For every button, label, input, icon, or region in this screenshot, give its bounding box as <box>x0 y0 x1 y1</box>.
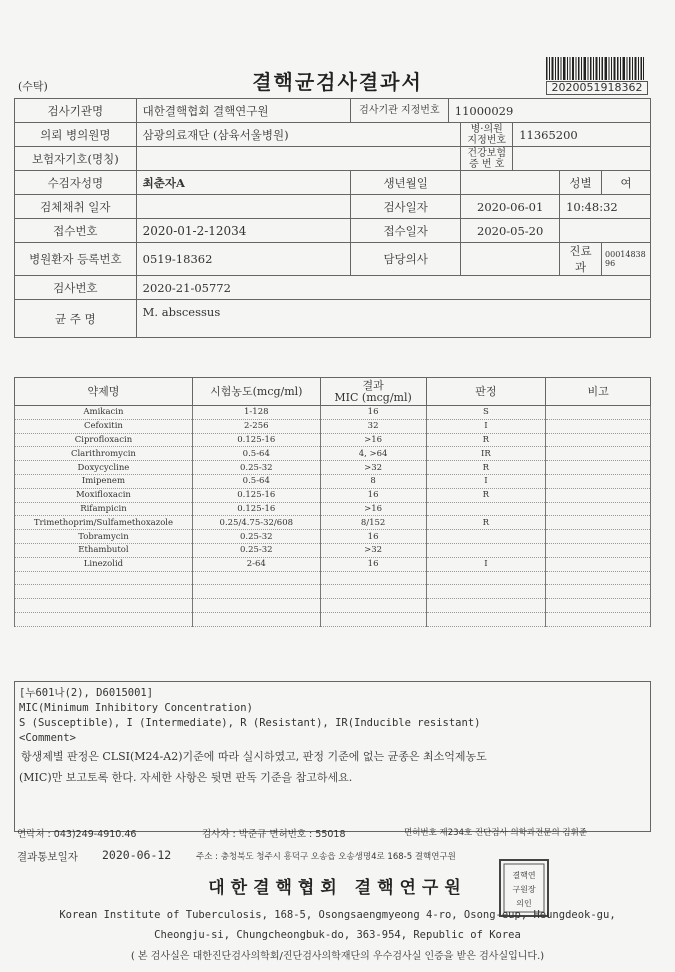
cell-range: 0.125-16 <box>192 502 320 516</box>
table-row <box>15 502 651 516</box>
address-en-line1: Korean Institute of Tuberculosis, 168-5, Osongsaengmyeong 4-ro, Osong-eup, Heungdeok-gu, <box>59 909 616 921</box>
cell-mic: 16 <box>320 406 426 420</box>
col-mic-header-line2: MIC (mcg/ml) <box>334 390 412 404</box>
cell-remark <box>546 612 651 626</box>
col-remark-header: 비고 <box>546 378 651 406</box>
cell-range: 0.125-16 <box>192 488 320 502</box>
birth-label: 생년월일 <box>351 171 461 195</box>
cell-judgement: S <box>426 406 546 420</box>
table-row <box>15 488 651 502</box>
birth-value <box>461 171 560 195</box>
cell-judgement: I <box>426 474 546 488</box>
notes-comment-line1: 항생제별 판정은 CLSI(M24-A2)기준에 따라 실시하였고, 판정 기준에 없는 균종은 최소억제농도 <box>21 750 487 763</box>
cell-mic: >32 <box>320 461 426 475</box>
table-row <box>15 447 651 461</box>
cell-remark <box>546 406 651 420</box>
clinic-code-label: 병·의원 지정번호 <box>461 123 513 147</box>
cell-drug: Trimethoprim/Sulfamethoxazole <box>15 516 193 530</box>
col-mic-header-line1: 결과 <box>362 378 384 392</box>
col-judgement-header: 판정 <box>426 378 546 406</box>
notify-date-label: 결과통보일자 <box>17 851 78 863</box>
svg-text:구원장: 구원장 <box>512 885 536 894</box>
test-time-value: 10:48:32 <box>560 195 651 219</box>
institution-value: 대한결핵협회 결핵연구원 <box>136 99 350 123</box>
table-row <box>15 406 651 420</box>
clinic-code-value: 11365200 <box>513 123 651 147</box>
cell-drug: Imipenem <box>15 474 193 488</box>
cell-drug: Amikacin <box>15 406 193 420</box>
cell-mic: >16 <box>320 502 426 516</box>
hospital-reg-value: 0519-18362 <box>136 243 350 276</box>
footer-contact: 연락처 : 043)249-4910.46 <box>17 829 137 840</box>
cell-mic: 4, >64 <box>320 447 426 461</box>
table-row <box>15 585 651 599</box>
cell-range: 0.25/4.75-32/608 <box>192 516 320 530</box>
copy-tag: (수탁) <box>18 80 48 93</box>
designation-label: 검사기관 지정번호 <box>351 99 449 123</box>
cell-mic <box>320 612 426 626</box>
patient-label: 수검자성명 <box>15 171 137 195</box>
table-row <box>15 557 651 571</box>
cell-range: 0.5-64 <box>192 447 320 461</box>
cell-range: 1-128 <box>192 406 320 420</box>
cell-remark <box>546 433 651 447</box>
cell-drug <box>15 599 193 613</box>
hospital-reg-label: 병원환자 등록번호 <box>15 243 137 276</box>
table-row <box>15 612 651 626</box>
cell-remark <box>546 585 651 599</box>
table-row <box>15 474 651 488</box>
doctor-value <box>461 243 560 276</box>
results-table <box>14 377 651 627</box>
designation-value: 11000029 <box>448 99 650 123</box>
footer-examiner: 검사자 : 박준규 면허번호 : 55018 <box>202 829 346 840</box>
test-date-value: 2020-06-01 <box>461 195 560 219</box>
cell-remark <box>546 474 651 488</box>
test-date-label: 검사일자 <box>351 195 461 219</box>
cell-remark <box>546 571 651 585</box>
insured-value <box>136 147 448 171</box>
cell-judgement: R <box>426 516 546 530</box>
sex-value: 여 <box>602 171 651 195</box>
cell-judgement: I <box>426 557 546 571</box>
cell-mic: 16 <box>320 488 426 502</box>
cell-drug <box>15 612 193 626</box>
barcode-image <box>546 57 644 80</box>
table-row <box>15 543 651 557</box>
cell-drug: Moxifloxacin <box>15 488 193 502</box>
cell-range <box>192 571 320 585</box>
table-row <box>15 516 651 530</box>
organization-name: 대한결핵협회 결핵연구원 <box>208 878 467 898</box>
certification-note: ( 본 검사실은 대한진단검사의학회/진단검사의학재단의 우수검사실 인증을 받은 검사실입니다.) <box>130 951 545 962</box>
notes-comment-label: <Comment> <box>19 732 76 744</box>
svg-text:결핵연: 결핵연 <box>512 871 536 880</box>
cell-range: 0.125-16 <box>192 433 320 447</box>
cell-drug <box>15 571 193 585</box>
cell-mic: 8 <box>320 474 426 488</box>
receipt-no-value: 2020-01-2-12034 <box>136 219 350 243</box>
barcode-number: 2020051918362 <box>546 81 648 95</box>
strain-value: M. abscessus <box>136 300 650 338</box>
cell-range: 0.5-64 <box>192 474 320 488</box>
table-row <box>15 419 651 433</box>
cell-remark <box>546 516 651 530</box>
cell-mic: 16 <box>320 530 426 544</box>
footer-address-kr: 주소 : 충청북도 청주시 흥덕구 오송읍 오송생명4로 168-5 결핵연구원 <box>196 852 456 862</box>
cell-remark <box>546 447 651 461</box>
cell-drug: Ethambutol <box>15 543 193 557</box>
test-no-label: 검사번호 <box>15 276 137 300</box>
cell-mic <box>320 571 426 585</box>
cell-mic: 32 <box>320 419 426 433</box>
cell-drug: Rifampicin <box>15 502 193 516</box>
svg-text:의인: 의인 <box>516 899 532 908</box>
receipt-date-label: 접수일자 <box>351 219 461 243</box>
cell-drug: Clarithromycin <box>15 447 193 461</box>
collection-label: 검체채취 일자 <box>15 195 137 219</box>
cell-mic <box>320 585 426 599</box>
cell-remark <box>546 557 651 571</box>
cell-mic: >32 <box>320 543 426 557</box>
health-ins-value <box>513 147 651 171</box>
table-row <box>15 530 651 544</box>
col-drug-header: 약제명 <box>15 378 193 406</box>
table-row <box>15 461 651 475</box>
receipt-date-value: 2020-05-20 <box>461 219 560 243</box>
dept-label: 진료과 <box>560 243 602 276</box>
cell-drug: Linezolid <box>15 557 193 571</box>
clinic-label: 의뢰 병의원명 <box>15 123 137 147</box>
clinic-value: 삼광의료재단 (삼육서울병원) <box>136 123 448 147</box>
cell-judgement <box>426 502 546 516</box>
notes-comment-line2: (MIC)만 보고토록 한다. 자세한 사항은 뒷면 판독 기준을 참고하세요. <box>19 771 353 784</box>
notes-mic-definition: MIC(Minimum Inhibitory Concentration) <box>19 702 253 714</box>
dept-value: 0001483896 <box>602 243 651 276</box>
cell-range: 2-64 <box>192 557 320 571</box>
cell-judgement <box>426 612 546 626</box>
notes-legend: S (Susceptible), I (Intermediate), R (Resistant), IR(Inducible resistant) <box>19 717 481 729</box>
cell-judgement: R <box>426 488 546 502</box>
notes-comment <box>19 746 646 788</box>
cell-remark <box>546 543 651 557</box>
notes-code: [누601나(2), D6015001] <box>19 687 154 699</box>
col-mic-header <box>320 378 426 406</box>
cell-judgement <box>426 543 546 557</box>
cell-drug: Cefoxitin <box>15 419 193 433</box>
cell-judgement <box>426 571 546 585</box>
table-row <box>15 433 651 447</box>
cell-mic: >16 <box>320 433 426 447</box>
cell-remark <box>546 419 651 433</box>
cell-mic <box>320 599 426 613</box>
cell-remark <box>546 599 651 613</box>
sex-label: 성별 <box>560 171 602 195</box>
cell-range: 2-256 <box>192 419 320 433</box>
cell-range: 0.25-32 <box>192 543 320 557</box>
test-no-value: 2020-21-05772 <box>136 276 650 300</box>
collection-value <box>136 195 350 219</box>
cell-mic: 8/152 <box>320 516 426 530</box>
patient-value: 최춘자A <box>136 171 350 195</box>
report-title: 결핵균검사결과서 <box>252 70 423 94</box>
results-body <box>15 406 651 627</box>
cell-drug: Ciprofloxacin <box>15 433 193 447</box>
cell-judgement: R <box>426 461 546 475</box>
info-table <box>14 98 651 338</box>
health-ins-label: 건강보험 증 번 호 <box>461 147 513 171</box>
notify-date-value: 2020-06-12 <box>102 848 172 862</box>
cell-remark <box>546 461 651 475</box>
cell-judgement <box>426 585 546 599</box>
address-en-line2: Cheongju-si, Chungcheongbuk-do, 363-954, Republic of Korea <box>154 929 521 941</box>
cell-range <box>192 585 320 599</box>
cell-range: 0.25-32 <box>192 461 320 475</box>
cell-judgement: R <box>426 433 546 447</box>
cell-judgement <box>426 599 546 613</box>
cell-drug <box>15 585 193 599</box>
cell-range: 0.25-32 <box>192 530 320 544</box>
cell-remark <box>546 530 651 544</box>
cell-range <box>192 612 320 626</box>
footer-license: 면허번호 제234호 진단검사 의학과전문의 김휘준 <box>404 828 588 838</box>
table-row <box>15 571 651 585</box>
col-range-header: 시험농도(mcg/ml) <box>192 378 320 406</box>
cell-drug: Tobramycin <box>15 530 193 544</box>
institution-label: 검사기관명 <box>15 99 137 123</box>
cell-judgement: IR <box>426 447 546 461</box>
cell-drug: Doxycycline <box>15 461 193 475</box>
doctor-label: 담당의사 <box>351 243 461 276</box>
strain-label: 균 주 명 <box>15 300 137 338</box>
cell-judgement: I <box>426 419 546 433</box>
insured-label: 보험자기호(명칭) <box>15 147 137 171</box>
notes-box <box>14 681 651 832</box>
cell-mic: 16 <box>320 557 426 571</box>
cell-judgement <box>426 530 546 544</box>
cell-remark <box>546 502 651 516</box>
cell-remark <box>546 488 651 502</box>
table-row <box>15 599 651 613</box>
receipt-no-label: 접수번호 <box>15 219 137 243</box>
cell-range <box>192 599 320 613</box>
